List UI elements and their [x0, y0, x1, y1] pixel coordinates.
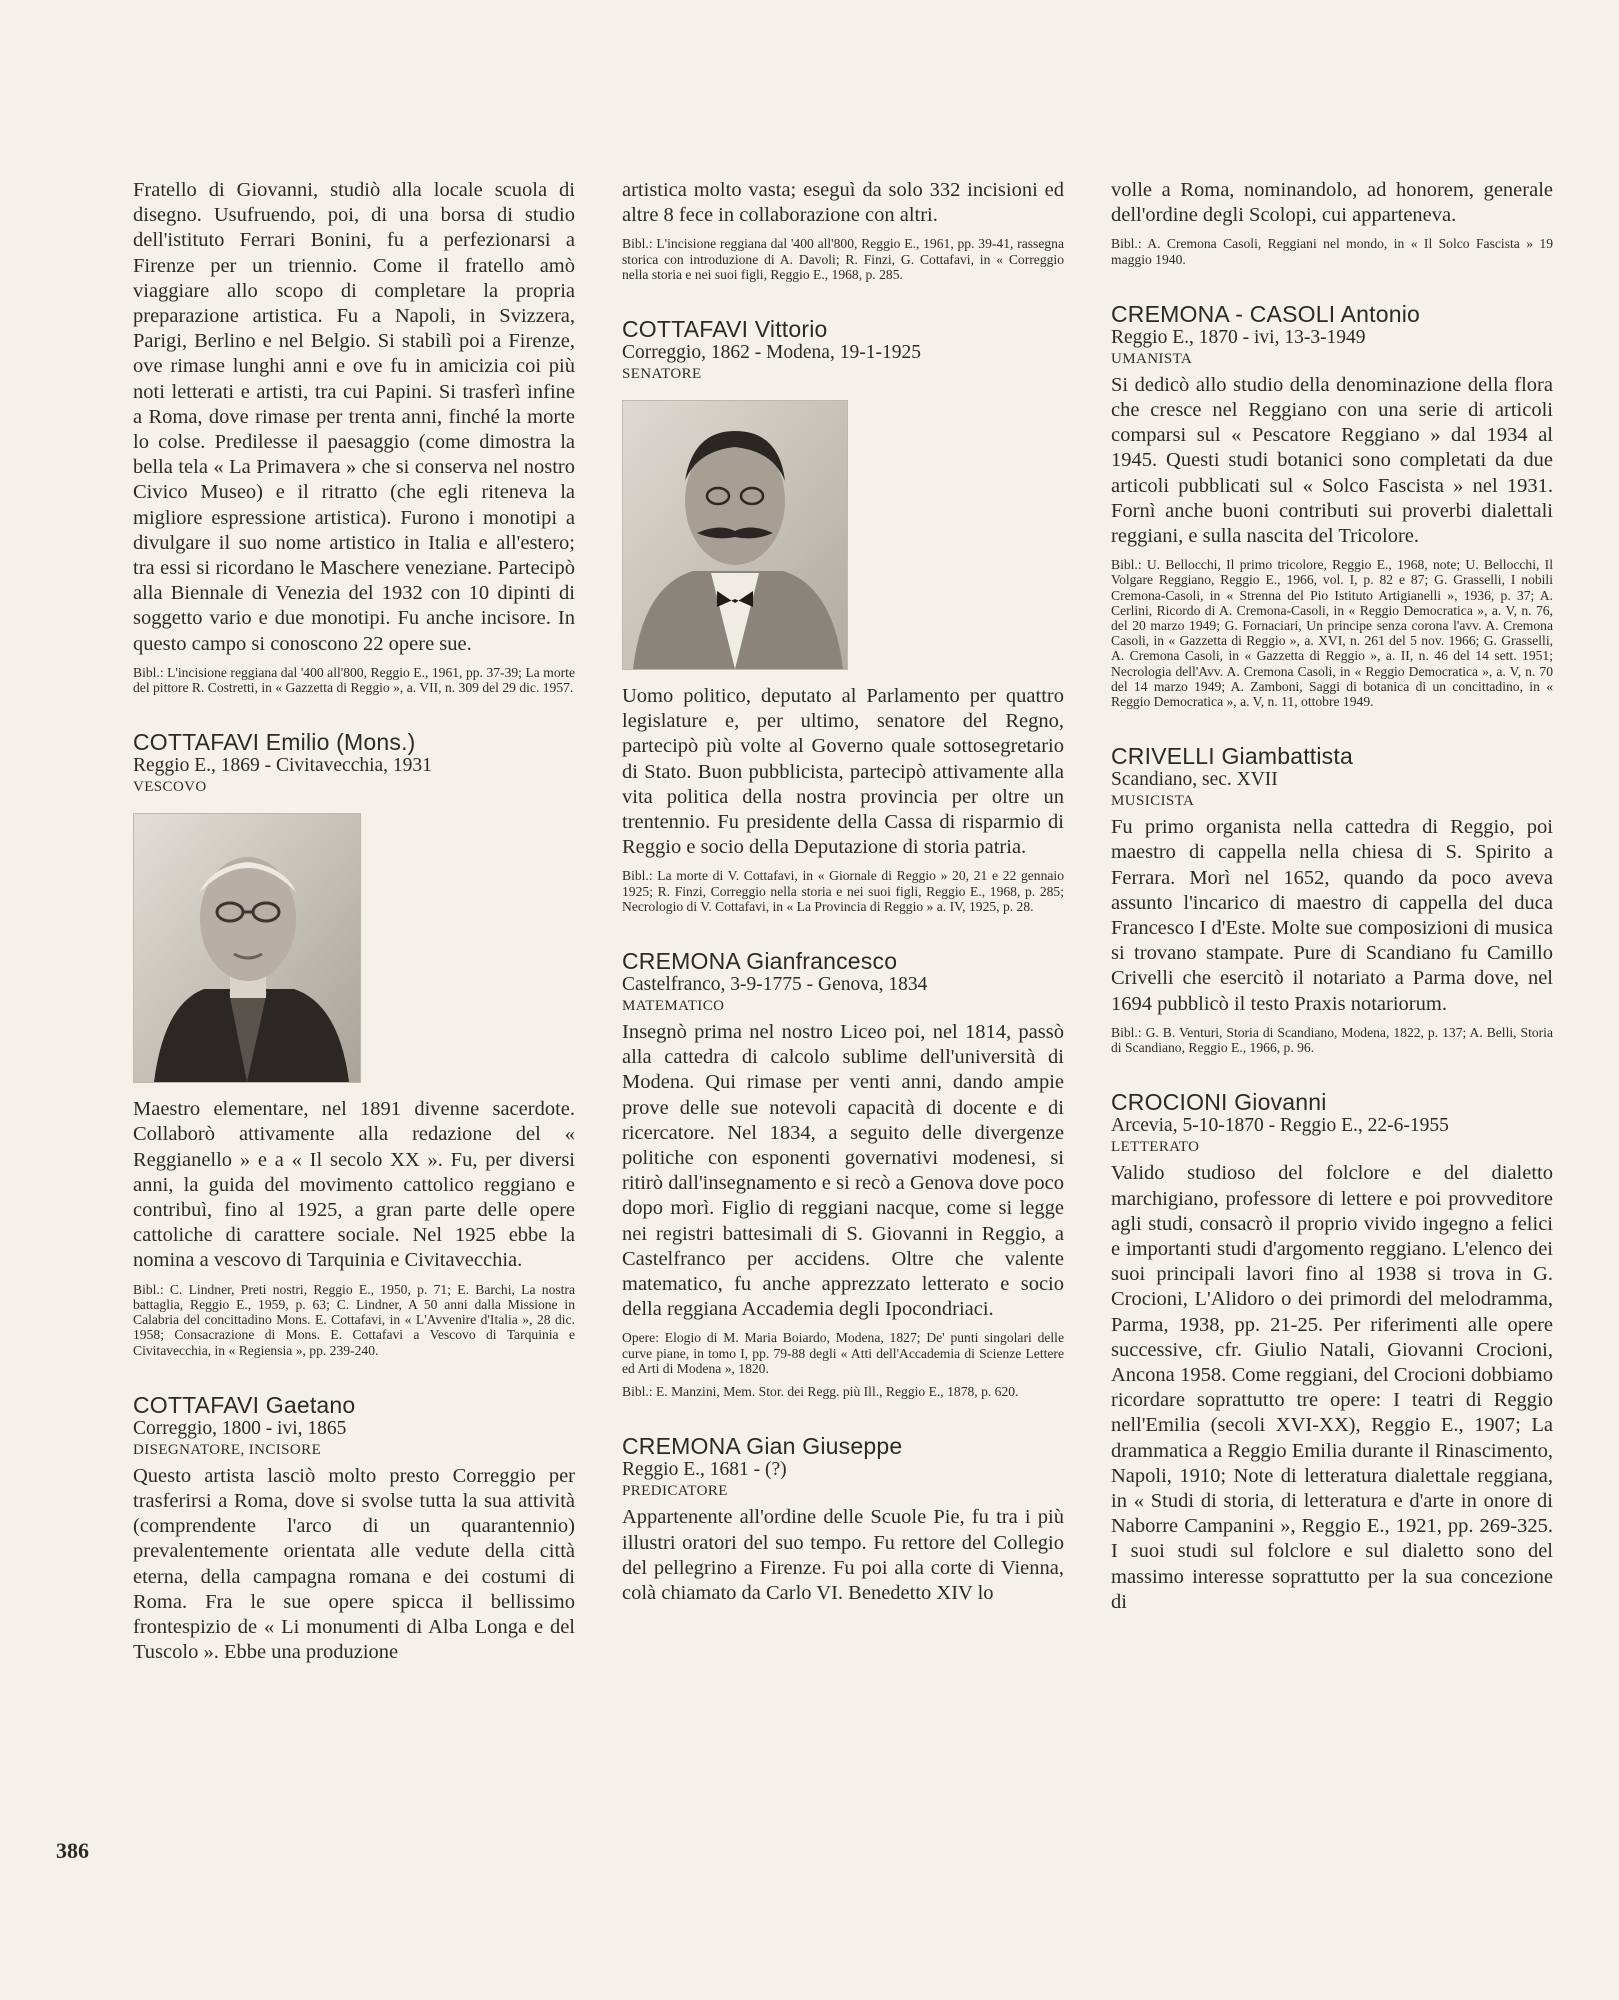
entry-text: Fratello di Giovanni, studiò alla locale scuola di disegno. Usufruendo, poi, di una borsa di studio dell'istituto Ferrari Bonini, fu a perfezionarsi a Firenze per un triennio. Come il fratello amò viaggiare allo scopo di completare la propria preparazione artistica. Fu a Napoli, in Svizzera, Parigi, Berlino e nel Belgio. Si stabilì poi a Firenze, ove rimase lunghi anni e ove fu in amicizia coi più noti letterati e artisti, tra cui Papini. Si trasferì infine a Roma, dove rimase per trenta anni, finché la morte lo colse. Predilesse il paesaggio (come dimostra la bella tela « La Primavera » che si conserva nel nostro Civico Museo) e il ritratto (che egli riteneva la migliore espressione artistica). Furono i monotipi a divulgare il suo nome artistico in Italia e all'estero; tra essi si ricordano le Maschere veneziane. Partecipò alla Biennale di Venezia del 1932 con 10 dipinti di soggetto vario e due monotipi. Fu anche incisore. In questo campo si conoscono 22 opere sue. — [133, 179, 575, 655]
entry-name: CRIVELLI Giambattista — [1111, 743, 1353, 770]
entry-cremona-gian-giuseppe-continued — [1111, 178, 1553, 267]
entry-text: Si dedicò allo studio della denominazione della flora che cresce nel Reggiano con una serie di articoli comparsi sul « Pescatore Reggiano » dal 1934 al 1945. Questi studi botanici sono completati da due articoli pubblicati sul « Solco Fascista » nel 1931. Fornì anche buoni contributi sui proverbi dialettali reggiani, e sulla nascita del Tricolore. — [1111, 373, 1553, 548]
entry-cremona-casoli — [1111, 301, 1553, 709]
entry-dates: Reggio E., 1870 - ivi, 13-3-1949 — [1111, 326, 1366, 348]
entry-role: MATEMATICO — [622, 998, 725, 1015]
entry-cremona-gian-giuseppe — [622, 1433, 1064, 1606]
entry-bibliography: Bibl.: A. Cremona Casoli, Reggiani nel mondo, in « Il Solco Fascista » 19 maggio 1940. — [1111, 236, 1553, 267]
entry-costretti-continued — [133, 178, 575, 695]
entry-text: Valido studioso del folclore e del dialetto marchigiano, professore di lettere e poi provveditore agli studi, consacrò il proprio vivido ingegno a felici e importanti studi d'argomento reggiano. L'elenco dei suoi principali lavori fino al 1938 si trova in G. Crocioni, L'Alidoro o dei primordi del melodramma, Parma, 1938, pp. 21-25. Per riferimenti alle opere successive, cfr. Giulio Natali, Giovanni Crocioni, Ancona 1958. Come reggiani, del Crocioni dobbiamo ricordare soprattutto tre opere: I teatri di Reggio nell'Emilia (secoli XVI-XX), Reggio E., 1907; La drammatica a Reggio Emilia durante il Rinascimento, Napoli, 1910; Note di letteratura dialettale reggiana, in « Studi di storia, di letteratura e d'arte in onore di Naborre Campanini », Reggio E., 1921, pp. 269-325. I suoi studi sul folclore e sul dialetto sono del massimo interesse soprattutto per la sua concezione di — [1111, 1162, 1553, 1613]
entry-text: Questo artista lasciò molto presto Correggio per trasferirsi a Roma, dove si svolse tutta la sua attività (comprendente l'arco di un quarantennio) prevalentemente orientata alle vedute della città eterna, della campagna romana e dei costumi di Roma. Fra le sue opere spicca il bellissimo frontespizio de « Li monumenti di Alba Longa e del Tuscolo ». Ebbe una produzione — [133, 1464, 575, 1664]
portrait-photo-emilio — [133, 813, 361, 1083]
entry-dates: Correggio, 1800 - ivi, 1865 — [133, 1417, 347, 1439]
entry-dates: Reggio E., 1681 - (?) — [622, 1459, 787, 1481]
page-number: 386 — [56, 1838, 89, 1863]
entry-works: Opere: Elogio di M. Maria Boiardo, Modena, 1827; De' punti singolari delle curve piane, in tomo I, pp. 79-88 degli « Atti dell'Accademia di Scienze Lettere ed Arti di Modena », 1820. — [622, 1330, 1064, 1376]
entry-bibliography: Bibl.: U. Bellocchi, Il primo tricolore, Reggio E., 1968, note; U. Bellocchi, Il Volgare Reggiano, Reggio E., 1966, vol. I, p. 82 e 87; G. Grasselli, I nobili Cremona-Casoli, in « Strenna del Pio Istituto Artigianelli », 1936, p. 37; A. Cerlini, Ricordo di A. Cremona-Casoli, in « Reggio Democratica », a. V, n. 76, del 20 marzo 1949; G. Fornaciari, Un principe senza corona l'avv. A. Cremona Casoli, in « Gazzetta di Reggio », a. XVI, n. 261 del 5 nov. 1966; G. Grasselli, A. Cremona Casoli, in « Gazzetta di Reggio », a. II, n. 46 del 14 sett. 1951; Necrologia dell'Avv. A. Cremona Casoli, in « Reggio Democratica », a. V, n. 70 del 14 marzo 1949; A. Zamboni, Saggi di botanica di un concittadino, in « Reggio Democratica », a. V, n. 11, ottobre 1949. — [1111, 557, 1553, 710]
entry-cremona-gianfrancesco — [622, 948, 1064, 1399]
entry-name: COTTAFAVI Emilio (Mons.) — [133, 729, 416, 756]
entry-name: COTTAFAVI Vittorio — [622, 316, 828, 343]
entry-role: SENATORE — [622, 366, 702, 383]
entry-cottafavi-emilio — [133, 729, 575, 1357]
column-1 — [133, 178, 575, 1665]
entry-bibliography: Bibl.: L'incisione reggiana dal '400 all'800, Reggio E., 1961, pp. 37-39; La morte del pittore R. Costretti, in « Gazzetta di Reggio », a. VII, n. 309 del 29 dic. 1957. — [133, 664, 575, 696]
entry-role: DISEGNATORE, INCISORE — [133, 1441, 322, 1458]
entry-bibliography: Bibl.: C. Lindner, Preti nostri, Reggio E., 1950, p. 71; E. Barchi, La nostra battaglia, Reggio E., 1959, p. 63; C. Lindner, A 50 anni dalla Missione in Calabria del concittadino Mons. E. Cottafavi, in « L'Avvenire d'Italia », 28 dic. 1958; Consacrazione di Mons. E. Cottafavi a Vescovo di Tarquinia e Civitavecchia, in « Regiensia », pp. 239-240. — [133, 1281, 575, 1358]
entry-name: CREMONA Gian Giuseppe — [622, 1433, 903, 1460]
portrait-photo-vittorio — [622, 400, 848, 670]
entry-name: CREMONA - CASOLI Antonio — [1111, 300, 1421, 327]
entry-text: artistica molto vasta; eseguì da solo 332 incisioni ed altre 8 fece in collaborazione con altri. — [622, 179, 1064, 227]
entry-role: UMANISTA — [1111, 350, 1193, 367]
entry-crivelli — [1111, 743, 1553, 1055]
entry-role: PREDICATORE — [622, 1483, 728, 1500]
column-3 — [1111, 178, 1553, 1615]
entry-role: LETTERATO — [1111, 1139, 1200, 1156]
entry-role: VESCOVO — [133, 779, 207, 796]
entry-cottafavi-vittorio — [622, 316, 1064, 914]
entry-bibliography: Bibl.: G. B. Venturi, Storia di Scandiano, Modena, 1822, p. 137; A. Belli, Storia di Scandiano, Reggio E., 1966, p. 96. — [1111, 1024, 1553, 1056]
entry-name: CREMONA Gianfrancesco — [622, 948, 898, 975]
entry-cottafavi-gaetano — [133, 1392, 575, 1666]
portrait-image — [134, 814, 360, 1082]
entry-bibliography: Bibl.: E. Manzini, Mem. Stor. dei Regg. più Ill., Reggio E., 1878, p. 620. — [622, 1384, 1019, 1400]
entry-bibliography: Bibl.: La morte di V. Cottafavi, in « Giornale di Reggio » 20, 21 e 22 gennaio 1925; R. Finzi, Correggio nella storia e nei suoi figli, Reggio E., 1968, p. 285; Necrologio di V. Cottafavi, in « La Provincia di Reggio » a. IV, 1925, p. 28. — [622, 868, 1064, 914]
column-2 — [622, 178, 1064, 1606]
entry-dates: Scandiano, sec. XVII — [1111, 769, 1278, 791]
entry-text: Insegnò prima nel nostro Liceo poi, nel 1814, passò alla cattedra di calcolo sublime dell'università di Modena. Qui rimase per venti anni, dando ampie prove delle sue notevoli capacità di docente e di ricercatore. Nel 1834, a seguito delle divergenze politiche con esponenti governativi modenesi, si ritirò dall'insegnamento e si recò a Genova dove poco dopo morì. Figlio di reggiani nacque, come si legge nei registri battesimali di S. Giovanni in Reggio, a Castelfranco per accidens. Oltre che valente matematico, fu anche apprezzato letterato e socio della reggiana Accademia degli Ipocondriaci. — [622, 1021, 1064, 1321]
entry-dates: Castelfranco, 3-9-1775 - Genova, 1834 — [622, 974, 928, 996]
entry-text: Appartenente all'ordine delle Scuole Pie, fu tra i più illustri oratori del suo tempo. Fu rettore del Collegio del pellegrino a Firenze. Fu poi alla corte di Vienna, colà chiamato da Carlo VI. Benedetto XIV lo — [622, 1506, 1064, 1604]
entry-text: volle a Roma, nominandolo, ad honorem, generale dell'ordine degli Scolopi, cui apparteneva. — [1111, 179, 1553, 227]
entry-text: Maestro elementare, nel 1891 divenne sacerdote. Collaborò attivamente alla redazione del « Reggianello » e a « Il secolo XX ». Fu, per diversi anni, la guida del movimento cattolico reggiano e contribuì, fino al 1925, a gran parte delle opere cattoliche di carattere sociale. Nel 1925 ebbe la nomina a vescovo di Tarquinia e Civitavecchia. — [133, 1098, 575, 1272]
entry-dates: Arcevia, 5-10-1870 - Reggio E., 22-6-1955 — [1111, 1115, 1449, 1137]
entry-cottafavi-gaetano-continued — [622, 178, 1064, 282]
entry-text: Fu primo organista nella cattedra di Reggio, poi maestro di cappella nella chiesa di S. Spirito a Ferrara. Morì nel 1652, quando da poco aveva assunto l'incarico di maestro di cappella del duca Francesco I d'Este. Molte sue composizioni di musica si trovano stampate. Pure di Scandiano fu Camillo Crivelli che esercitò il notariato a Parma dove, nel 1694 pubblicò il testo Praxis notariorum. — [1111, 816, 1553, 1015]
entry-bibliography: Bibl.: L'incisione reggiana dal '400 all'800, Reggio E., 1961, pp. 39-41, rassegna storica con introduzione di A. Davoli; R. Finzi, G. Cottafavi, in « Correggio nella storia e nei suoi figli, Reggio E., 1968, p. 285. — [622, 236, 1064, 282]
entry-role: MUSICISTA — [1111, 793, 1195, 810]
entry-dates: Correggio, 1862 - Modena, 19-1-1925 — [622, 342, 921, 364]
entry-dates: Reggio E., 1869 - Civitavecchia, 1931 — [133, 755, 432, 777]
portrait-image — [623, 401, 847, 669]
entry-name: CROCIONI Giovanni — [1111, 1089, 1327, 1116]
entry-text: Uomo politico, deputato al Parlamento per quattro legislature e, per ultimo, senatore del Regno, partecipò più volte al Governo quale sottosegretario di Stato. Buon pubblicista, partecipò attivamente alla vita politica della nostra provincia per oltre un trentennio. Fu presidente della Cassa di risparmio di Reggio e socio della Deputazione di storia patria. — [622, 685, 1064, 859]
entry-name: COTTAFAVI Gaetano — [133, 1391, 356, 1418]
entry-crocioni — [1111, 1089, 1553, 1615]
